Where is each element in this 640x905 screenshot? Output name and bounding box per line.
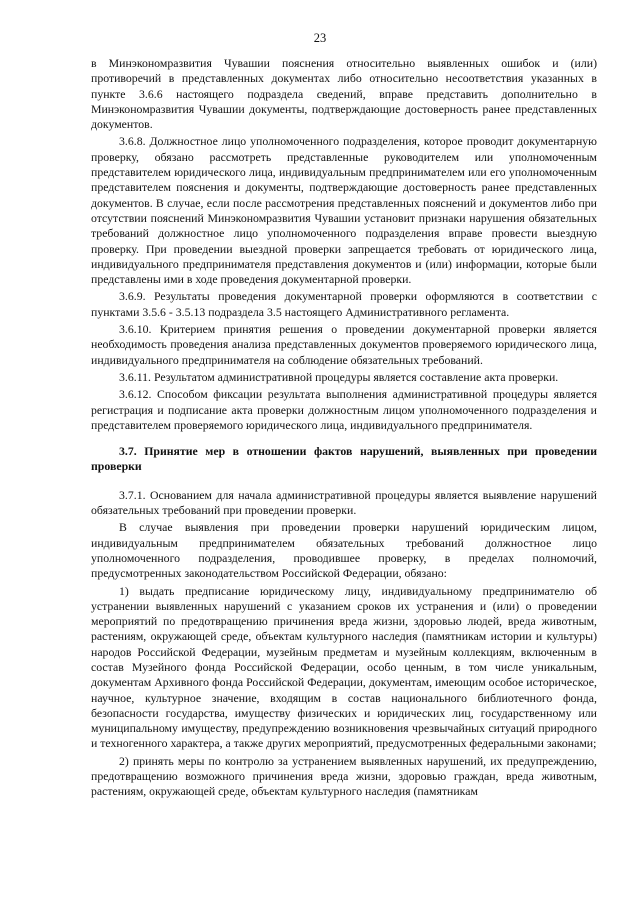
paragraph-3-6-11: 3.6.11. Результатом административной процедуры является составление акта проверки. — [119, 369, 559, 384]
section-heading-3-7: 3.7. Принятие мер в отношении фактов нарушений, выявленных при проведении проверки — [91, 444, 597, 474]
paragraph-3-6-10: 3.6.10. Критерием принятия решения о проведении документарной проверки является необходимость проведения анализа представленных документов проверяемого юридического лица, индивидуального предпринимателя на соблюдение обязательных требований. — [91, 322, 597, 367]
page-number: 23 — [313, 31, 327, 45]
paragraph-continuation: в Минэкономразвития Чувашии пояснения относительно выявленных ошибок и (или) противоречий в представленных документах либо относительно несоответствия указанных в пункте 3.6.6 настоящего подраздела сведений, вправе представить дополнительно в Минэкономразвития Чувашии документы, подтверждающие достоверность ранее представленных документов. — [91, 56, 597, 132]
paragraph-3-6-9: 3.6.9. Результаты проведения документарной проверки оформляются в соответствии с пунктами 3.5.6 - 3.5.13 подраздела 3.5 настоящего Административного регламента. — [91, 289, 597, 319]
list-item-2: 2) принять меры по контролю за устранением выявленных нарушений, их предупреждению, предотвращению возможного причинения вреда жизни, здоровью граждан, вреда животным, растениям, окружающей среде, объектам культурного наследия (памятникам — [91, 753, 597, 799]
document-body — [91, 56, 597, 802]
paragraph-3-6-8: 3.6.8. Должностное лицо уполномоченного подразделения, которое проводит документарную проверку, обязано рассмотреть представленные руководителем или уполномоченным представителем юридического лица, индивидуальным предпринимателем или его уполномоченным представителем пояснения и документы, подтверждающие достоверность ранее представленных документов. В случае, если после рассмотрения представленных пояснений и документов либо при отсутствии пояснений Минэкономразвития Чувашии установит признаки нарушения обязательных требований должностное лицо уполномоченного подразделения вправе провести выездную проверку. При проведении выездной проверки запрещается требовать от юридического лица, индивидуального предпринимателя представления документов и (или) информации, которые были представлены ими в ходе проведения документарной проверки. — [91, 134, 597, 287]
paragraph-3-7-1: 3.7.1. Основанием для начала административной процедуры является выявление нарушений обязательных требований при проведении проверки. — [91, 487, 597, 518]
paragraph-3-6-12: 3.6.12. Способом фиксации результата выполнения административной процедуры является регистрация и подписание акта проверки должностным лицом уполномоченного подразделения и представителем проверяемого юридического лица, индивидуального предпринимателя. — [91, 387, 597, 432]
paragraph-obligations-intro: В случае выявления при проведении проверки нарушений юридическим лицом, индивидуальным предпринимателем обязательных требований должностное лицо уполномоченного подразделения, проводившее проверку, в пределах полномочий, предусмотренных законодательством Российской Федерации, обязано: — [91, 520, 597, 581]
list-item-1: 1) выдать предписание юридическому лицу, индивидуальному предпринимателю об устранении выявленных нарушений с указанием сроков их устранения и (или) о проведении мероприятий по предотвращению причинения вреда жизни, здоровью людей, вреда животным, растениям, окружающей среде, объектам культурного наследия (памятникам истории и культуры) народов Российской Федерации, музейным предметам и музейным коллекциям, включенным в состав Музейного фонда Российской Федерации, особо ценным, в том числе уникальным, документам Архивного фонда Российской Федерации, документам, имеющим особое историческое, научное, культурное значение, входящим в состав национального библиотечного фонда, безопасности государства, имуществу физических и юридических лиц, государственному или муниципальному имуществу, предупреждению возникновения чрезвычайных ситуаций природного и техногенного характера, а также других мероприятий, предусмотренных федеральными законами; — [91, 583, 597, 751]
